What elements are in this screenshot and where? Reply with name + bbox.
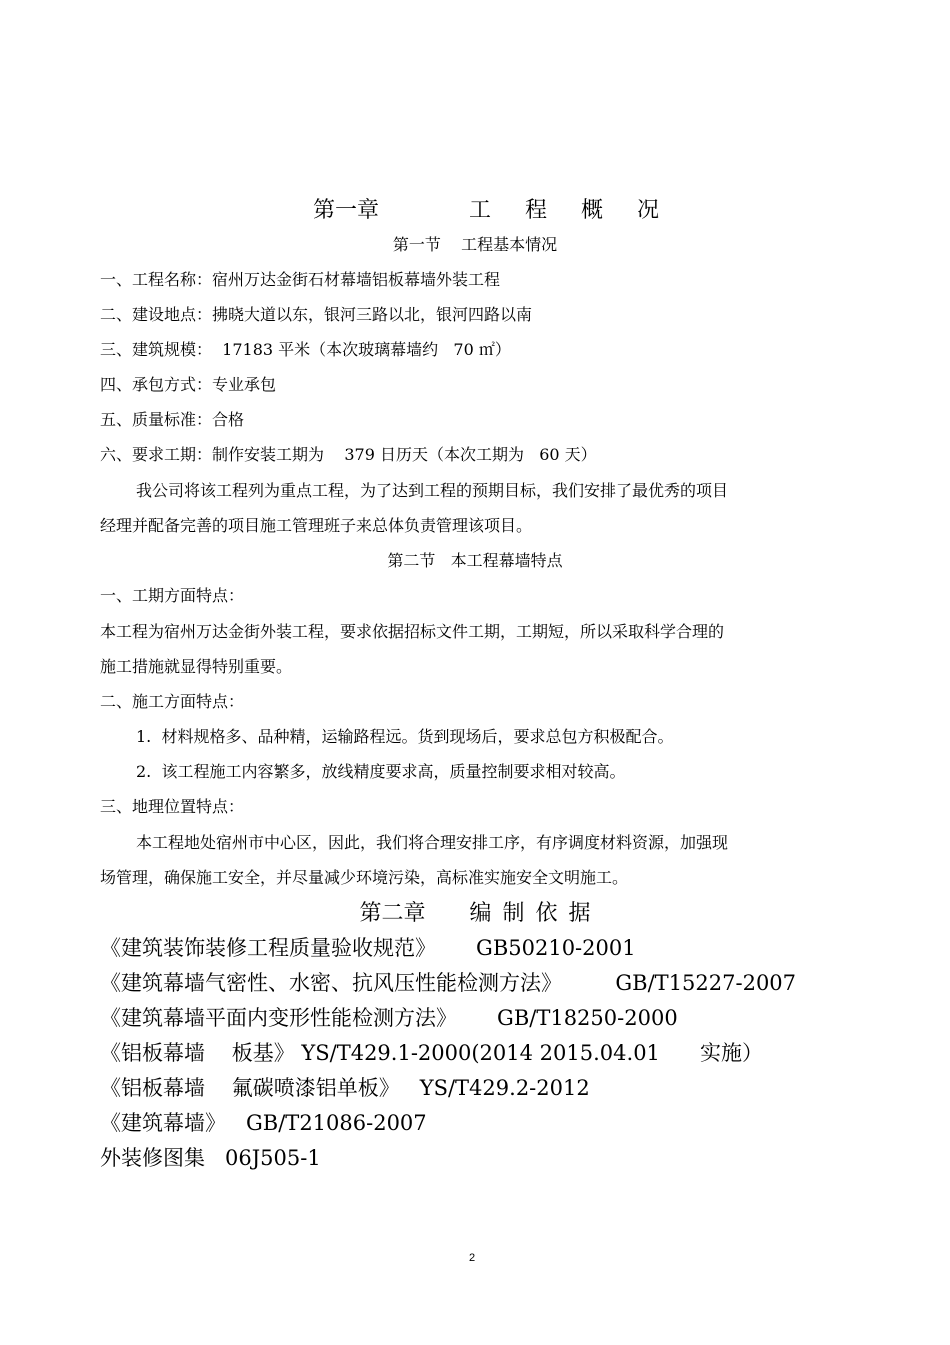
section1-paragraph-line2: 经理并配备完善的项目施工管理班子来总体负责管理该项目。: [100, 516, 533, 535]
chapter1-title-number: 第一章: [313, 198, 380, 223]
schedule-features-line1: 本工程为宿州万达金街外装工程，要求依据招标文件工期，工期短，所以采取科学合理的: [100, 622, 725, 641]
construction-features-heading: 二、施工方面特点：: [100, 692, 245, 711]
reference-item: 《建筑幕墙平面内变形性能检测方法》 GB/T18250-2000: [100, 1006, 678, 1030]
quality-standard-item: 五、质量标准：合格: [100, 410, 245, 429]
reference-item: 《铝板幕墙 氟碳喷漆铝单板》 YS/T429.2-2012: [100, 1076, 590, 1100]
reference-item: 《建筑装饰装修工程质量验收规范》 GB50210-2001: [100, 936, 636, 960]
reference-item: 《建筑幕墙》 GB/T21086-2007: [100, 1111, 427, 1135]
section1-heading: 第一节 工程基本情况: [392, 235, 558, 254]
scale-item: 三、建筑规模： 17183 平米（本次玻璃幕墙约 70 ㎡）: [100, 340, 511, 359]
location-features-line2: 场管理，确保施工安全，并尽量减少环境污染，高标准实施安全文明施工。: [100, 868, 629, 887]
reference-item: 《建筑幕墙气密性、水密、抗风压性能检测方法》 GB/T15227-2007: [100, 971, 797, 995]
schedule-item: 六、要求工期：制作安装工期为 379 日历天（本次工期为 60 天）: [100, 445, 597, 464]
location-item: 二、建设地点：拂晓大道以东，银河三路以北，银河四路以南: [100, 305, 533, 324]
location-features-heading: 三、地理位置特点：: [100, 797, 245, 816]
chapter2-title: 第二章 编 制 依 据: [359, 901, 591, 926]
contract-type-item: 四、承包方式：专业承包: [100, 375, 277, 394]
section1-paragraph-line1: 我公司将该工程列为重点工程，为了达到工程的预期目标，我们安排了最优秀的项目: [136, 481, 729, 500]
chapter1-title-text: 工 程 概 况: [469, 198, 659, 223]
schedule-features-heading: 一、工期方面特点：: [100, 586, 245, 605]
project-name-item: 一、工程名称：宿州万达金街石材幕墙铝板幕墙外装工程: [100, 270, 501, 289]
page-number: 2: [469, 1252, 476, 1264]
reference-item: 《铝板幕墙 板基》 YS/T429.1-2000(2014 2015.04.01 实施）: [100, 1041, 763, 1065]
construction-feature-item2: 2. 该工程施工内容繁多，放线精度要求高，质量控制要求相对较高。: [136, 762, 626, 781]
reference-item: 外装修图集 06J505-1: [100, 1146, 321, 1170]
schedule-features-line2: 施工措施就显得特别重要。: [100, 657, 293, 676]
construction-feature-item1: 1. 材料规格多、品种精，运输路程远。货到现场后，要求总包方积极配合。: [136, 727, 674, 746]
location-features-line1: 本工程地处宿州市中心区，因此，我们将合理安排工序，有序调度材料资源，加强现: [136, 833, 729, 852]
section2-heading: 第二节 本工程幕墙特点: [387, 551, 563, 570]
